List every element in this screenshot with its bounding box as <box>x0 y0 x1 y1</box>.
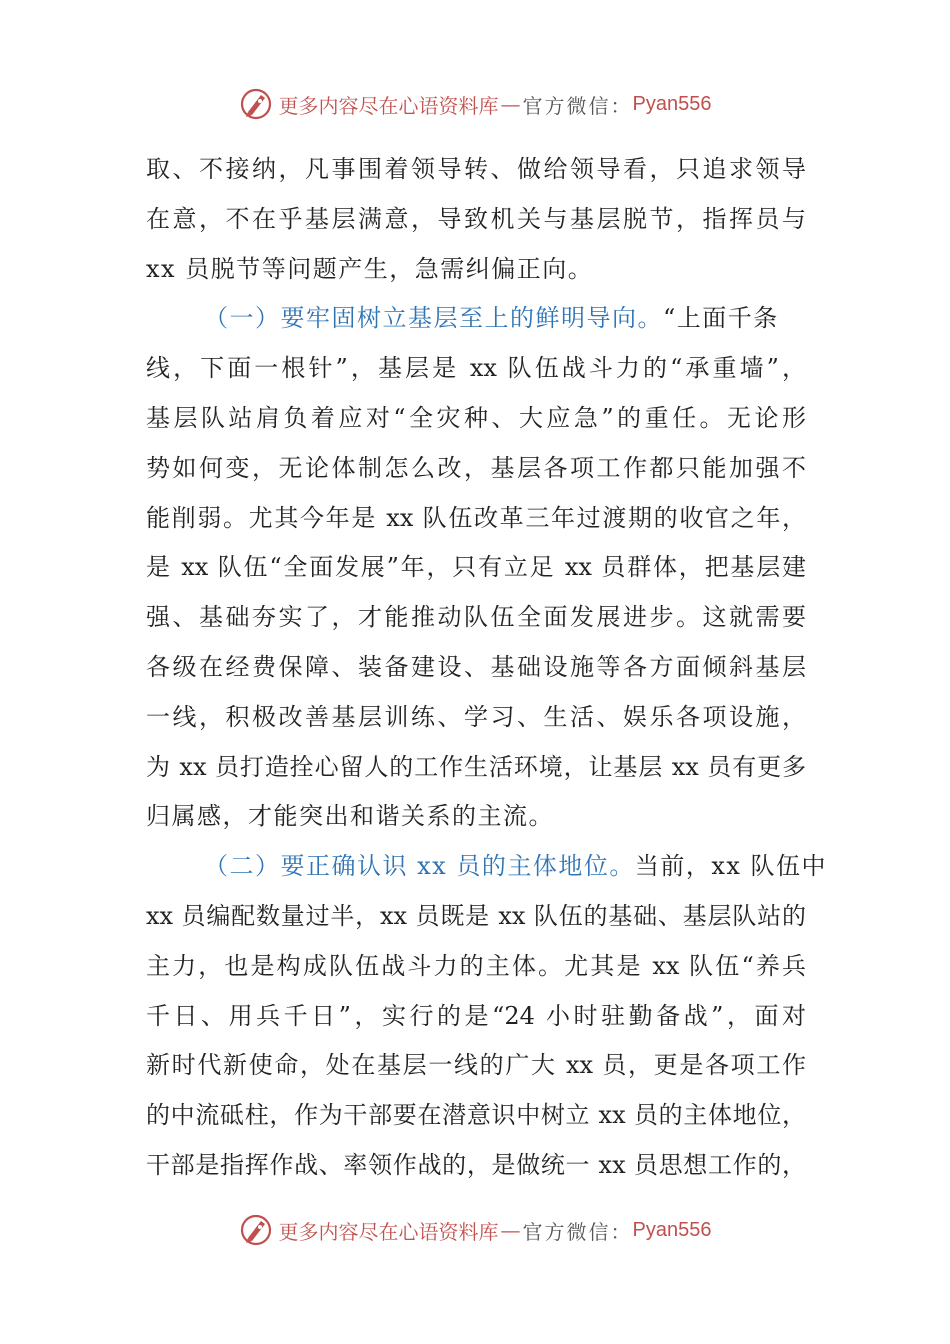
text-line: 线，下面一根针”，基层是 xx 队伍战斗力的“承重墙”， <box>146 354 806 383</box>
pen-logo-icon <box>239 87 273 121</box>
text-line: xx 员编配数量过半，xx 员既是 xx 队伍的基础、基层队站的 <box>146 901 806 930</box>
banner-wechat-label: 官方微信： <box>522 1219 633 1244</box>
section-heading-two: （二）要正确认识 xx 员的主体地位。 <box>204 852 635 881</box>
text-line: 为 xx 员打造拴心留人的工作生活环境，让基层 xx 员有更多 <box>146 752 806 781</box>
banner-slogan: 更多内容尽在心语资料库 <box>278 93 499 118</box>
text-line: 归属感，才能突出和谐关系的主流。 <box>146 802 554 831</box>
pen-logo-icon <box>239 1213 273 1247</box>
paragraph-continued <box>146 145 806 294</box>
text-span: 当前，xx 队伍中 <box>634 852 828 881</box>
text-line: 在意，不在乎基层满意，导致机关与基层脱节，指挥员与 <box>146 204 806 233</box>
text-line: 能削弱。尤其今年是 xx 队伍改革三年过渡期的收官之年， <box>146 503 806 532</box>
text-line: 强、基础夯实了，才能推动队伍全面发展进步。这就需要 <box>146 603 806 632</box>
text-line <box>146 294 806 344</box>
text-line: 是 xx 队伍“全面发展”年，只有立足 xx 员群体，把基层建 <box>146 553 806 582</box>
banner-wechat-id: Pyan556 <box>632 1218 712 1241</box>
text-line: 势如何变，无论体制怎么改，基层各项工作都只能加强不 <box>146 453 806 482</box>
paragraph-section-one <box>146 294 806 842</box>
text-span: “上面千条 <box>663 304 779 333</box>
text-line: 主力，也是构成队伍战斗力的主体。尤其是 xx 队伍“养兵 <box>146 951 806 980</box>
text-line <box>146 842 828 892</box>
text-line: 基层队站肩负着应对“全灾种、大应急”的重任。无论形 <box>146 403 806 432</box>
text-line: 取、不接纳，凡事围着领导转、做给领导看，只追求领导 <box>146 155 806 183</box>
paragraph-section-two <box>146 842 828 1191</box>
text-line: xx 员脱节等问题产生，急需纠偏正向。 <box>146 254 594 283</box>
banner-wechat-label: 官方微信： <box>522 93 633 118</box>
document-body <box>146 145 828 1191</box>
text-line: 新时代新使命，处在基层一线的广大 xx 员，更是各项工作 <box>146 1051 806 1080</box>
banner-slogan: 更多内容尽在心语资料库 <box>278 1219 499 1244</box>
text-line: 的中流砥柱，作为干部要在潜意识中树立 xx 员的主体地位， <box>146 1101 806 1130</box>
footer-banner <box>0 1210 950 1250</box>
header-banner <box>0 84 950 124</box>
text-line: 一线，积极改善基层训练、学习、生活、娱乐各项设施， <box>146 702 806 731</box>
text-line: 干部是指挥作战、率领作战的，是做统一 xx 员思想工作的， <box>146 1150 806 1179</box>
banner-wechat-id: Pyan556 <box>632 92 712 115</box>
banner-separator: — <box>500 92 521 116</box>
text-line: 各级在经费保障、装备建设、基础设施等各方面倾斜基层 <box>146 652 806 681</box>
text-line: 千日、用兵千日”，实行的是“24 小时驻勤备战”，面对 <box>146 1001 806 1030</box>
banner-separator: — <box>500 1218 521 1242</box>
section-heading-one: （一）要牢固树立基层至上的鲜明导向。 <box>204 304 663 333</box>
